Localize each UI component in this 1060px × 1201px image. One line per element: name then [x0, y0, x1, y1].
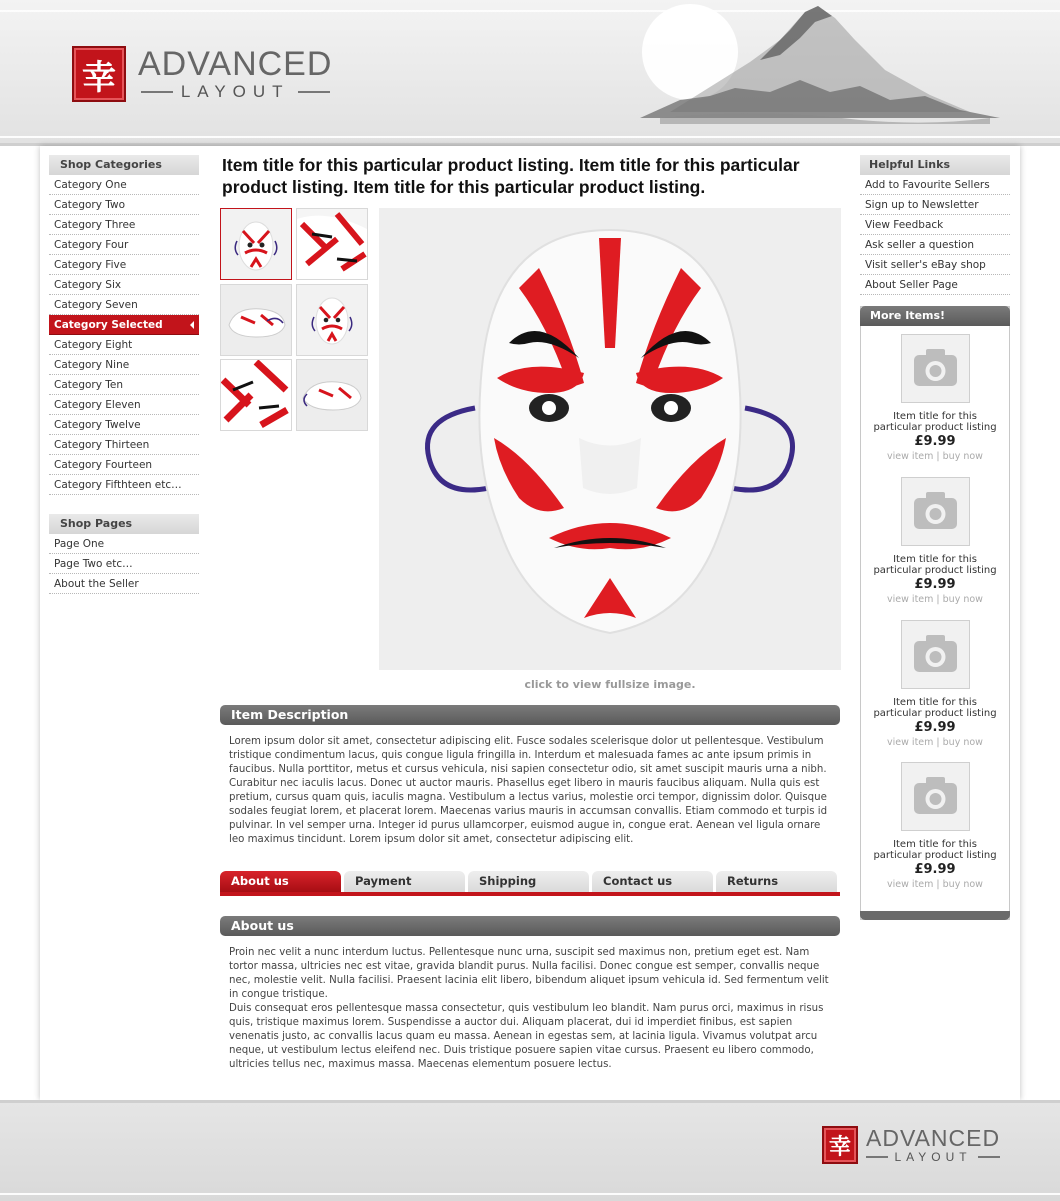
product-thumbnail[interactable] [901, 762, 970, 831]
shop-pages-heading: Shop Pages [49, 514, 199, 534]
brand-wordmark [866, 1126, 1000, 1164]
helpful-link-about-seller-page[interactable]: About Seller Page [860, 275, 1010, 295]
thumbnail-1[interactable] [220, 208, 292, 280]
camera-icon [902, 335, 969, 402]
mask-detail-thumb-2 [221, 360, 291, 430]
more-item-links [860, 593, 1010, 606]
page-link-about-the-seller[interactable]: About the Seller [49, 574, 199, 594]
camera-icon [902, 763, 969, 830]
view-item-link[interactable]: view item [887, 879, 934, 890]
helpful-link-view-feedback[interactable]: View Feedback [860, 215, 1010, 235]
sidebar-item-category-fourteen[interactable]: Category Fourteen [49, 455, 199, 475]
sidebar-item-category-three[interactable]: Category Three [49, 215, 199, 235]
sidebar-item-category-thirteen[interactable]: Category Thirteen [49, 435, 199, 455]
about-us-paragraph-2: Duis consequat eros pellentesque massa consectetur, quis vestibulum leo blandit. Nam purus orci, maximus in risus quis, tristique maximus lorem. Suspendisse a auctor dui. Aliquam placerat, dui id imperdiet finibus, est sapien venenatis justo, ac convallis lacus quam eu massa. Aenean in egestas sem, at lacinia ligula. Vivamus volutpat arcu neque, ut vestibulum lectus eleifend nec. Duis tristique posuere sapien vitae cursus. Praesent eu libero commodo, ultricies tellus nec, maximus massa. Maecenas elementum posuere lectus. [229, 1003, 824, 1070]
sidebar-item-category-eight[interactable]: Category Eight [49, 335, 199, 355]
buy-now-link[interactable]: buy now [942, 451, 983, 462]
tab-payment[interactable]: Payment [344, 871, 465, 892]
link-separator: | [936, 451, 940, 462]
thumbnail-6[interactable] [296, 359, 368, 431]
more-items-footer [860, 911, 1010, 920]
item-description-heading: Item Description [220, 705, 840, 725]
more-item-card [860, 762, 1010, 891]
shop-categories-heading: Shop Categories [49, 155, 199, 175]
item-title: Item title for this particular product listing. Item title for this particular product listing. Item title for this particular product listing. [222, 155, 800, 197]
more-item-links [860, 878, 1010, 891]
tab-returns[interactable]: Returns [716, 871, 837, 892]
brand-line-2: LAYOUT [180, 82, 290, 101]
link-separator: | [936, 879, 940, 890]
more-item-title[interactable]: Item title for this particular product listing [873, 839, 997, 861]
more-item-card [860, 620, 1010, 749]
footer-divider [0, 1193, 1060, 1195]
more-item-title[interactable]: Item title for this particular product listing [873, 554, 997, 576]
more-item-price: £9.99 [914, 862, 956, 877]
about-us-heading: About us [220, 916, 840, 936]
brand-seal: 幸 [822, 1126, 858, 1164]
view-item-link[interactable]: view item [887, 594, 934, 605]
sidebar-item-category-eleven[interactable]: Category Eleven [49, 395, 199, 415]
brand-rule [866, 1156, 888, 1158]
footer-logo[interactable] [822, 1126, 1000, 1164]
product-thumbnail[interactable] [901, 334, 970, 403]
image-caption[interactable]: click to view fullsize image. [524, 678, 696, 691]
category-list [49, 175, 199, 495]
more-item-card [860, 334, 1010, 463]
thumbnail-2[interactable] [296, 208, 368, 280]
more-item-card [860, 477, 1010, 606]
brand-line-1: ADVANCED [866, 1125, 1001, 1151]
sidebar-item-category-two[interactable]: Category Two [49, 195, 199, 215]
thumbnail-4[interactable] [296, 284, 368, 356]
mask-detail-thumb [297, 209, 367, 279]
sidebar-item-category-one[interactable]: Category One [49, 175, 199, 195]
more-item-title[interactable]: Item title for this particular product listing [873, 411, 997, 433]
site-logo[interactable] [72, 46, 332, 102]
helpful-link-ask-seller-a-question[interactable]: Ask seller a question [860, 235, 1010, 255]
helpful-link-sign-up-to-newsletter[interactable]: Sign up to Newsletter [860, 195, 1010, 215]
info-tabs [220, 871, 840, 896]
item-description-text: Lorem ipsum dolor sit amet, consectetur adipiscing elit. Fusce sodales scelerisque dolor ut pellentesque. Vestibulum tristique condimentum lacus, quis congue ligula fringilla in. Interdum et malesuada fames ac ante ipsum primis in faucibus. Nulla porttitor, metus et cursus vehicula, nisi sapien consectetur odio, sit amet suscipit mauris urna a nibh. Curabitur nec iaculis lacus. Donec ut auctor mauris. Phasellus eget libero in mauris faucibus aliquam. Nulla quis est pretium, cursus quam quis, iaculis magna. Vestibulum a lectus varius, molestie orci tempor, dignissim dolor. Quisque sodales feugiat lorem, et placerat lorem. Maecenas varius mauris in accumsan convallis. Etiam commodo et turpis id pulvinar. In vel semper urna. Integer id purus ullamcorper, euismod augue in, congue erat. Aenean vel ligula ornare leo maximus tincidunt. Lorem ipsum dolor sit amet, consectetur adipiscing elit. [229, 736, 828, 845]
about-us-paragraph-1: Proin nec velit a nunc interdum luctus. Pellentesque nunc urna, suscipit sed maximus non, pretium eget est. Nam tortor massa, ultricies nec est vitae, gravida blandit purus. Nulla facilisi. Donec congue est semper, convallis neque nec, molestie velit. Nulla facilisi. Praesent lacinia elit libero, bibendum aliquet ipsum vehicula id. Sed fermentum velit in congue tristique. [229, 947, 829, 1000]
mask-front-thumb [221, 209, 291, 279]
page-link-page-two-etc[interactable]: Page Two etc… [49, 554, 199, 574]
sidebar-item-category-five[interactable]: Category Five [49, 255, 199, 275]
more-item-links [860, 736, 1010, 749]
view-item-link[interactable]: view item [887, 737, 934, 748]
product-thumbnail[interactable] [901, 477, 970, 546]
more-item-price: £9.99 [914, 577, 956, 592]
main-product-image[interactable] [379, 208, 841, 670]
mask-front-thumb-2 [297, 285, 367, 355]
more-item-links [860, 450, 1010, 463]
kabuki-mask-image [379, 208, 841, 670]
buy-now-link[interactable]: buy now [942, 594, 983, 605]
buy-now-link[interactable]: buy now [942, 879, 983, 890]
more-item-price: £9.99 [914, 434, 956, 449]
brand-line-2-row [866, 1150, 999, 1164]
brand-line-1: ADVANCED [138, 45, 333, 83]
sidebar-item-category-fifthteen-etc[interactable]: Category Fifthteen etc… [49, 475, 199, 495]
sidebar-item-category-selected[interactable]: Category Selected [49, 315, 199, 335]
helpful-link-visit-seller-s-ebay-shop[interactable]: Visit seller's eBay shop [860, 255, 1010, 275]
camera-icon [902, 478, 969, 545]
page-link-page-one[interactable]: Page One [49, 534, 199, 554]
mask-side-thumb-2 [297, 360, 367, 430]
tab-underline [220, 892, 840, 896]
brand-line-2: LAYOUT [894, 1150, 972, 1164]
sidebar-item-category-ten[interactable]: Category Ten [49, 375, 199, 395]
helpful-links-list [860, 175, 1010, 295]
thumbnail-3[interactable] [220, 284, 292, 356]
camera-icon [902, 621, 969, 688]
more-item-price: £9.99 [914, 720, 956, 735]
more-items-heading: More Items! [860, 306, 1010, 326]
tab-contact-us[interactable]: Contact us [592, 871, 713, 892]
sidebar-item-category-four[interactable]: Category Four [49, 235, 199, 255]
mask-side-thumb [221, 285, 291, 355]
sidebar-item-category-seven[interactable]: Category Seven [49, 295, 199, 315]
sidebar-item-category-nine[interactable]: Category Nine [49, 355, 199, 375]
helpful-link-add-to-favourite-sellers[interactable]: Add to Favourite Sellers [860, 175, 1010, 195]
helpful-links-heading: Helpful Links [860, 155, 1010, 175]
sidebar-item-category-twelve[interactable]: Category Twelve [49, 415, 199, 435]
brand-seal: 幸 [72, 46, 126, 102]
shop-pages-list [49, 534, 199, 594]
more-item-title[interactable]: Item title for this particular product listing [873, 697, 997, 719]
link-separator: | [936, 594, 940, 605]
tab-about-us[interactable]: About us [220, 871, 341, 892]
mountain-illustration [640, 0, 1010, 146]
brand-rule [141, 91, 173, 93]
buy-now-link[interactable]: buy now [942, 737, 983, 748]
link-separator: | [936, 737, 940, 748]
brand-wordmark [138, 46, 332, 102]
tab-shipping[interactable]: Shipping [468, 871, 589, 892]
sidebar-item-category-six[interactable]: Category Six [49, 275, 199, 295]
view-item-link[interactable]: view item [887, 451, 934, 462]
brand-rule [298, 91, 330, 93]
brand-rule [978, 1156, 1000, 1158]
product-thumbnail[interactable] [901, 620, 970, 689]
brand-line-2-row [141, 82, 330, 102]
thumbnail-5[interactable] [220, 359, 292, 431]
